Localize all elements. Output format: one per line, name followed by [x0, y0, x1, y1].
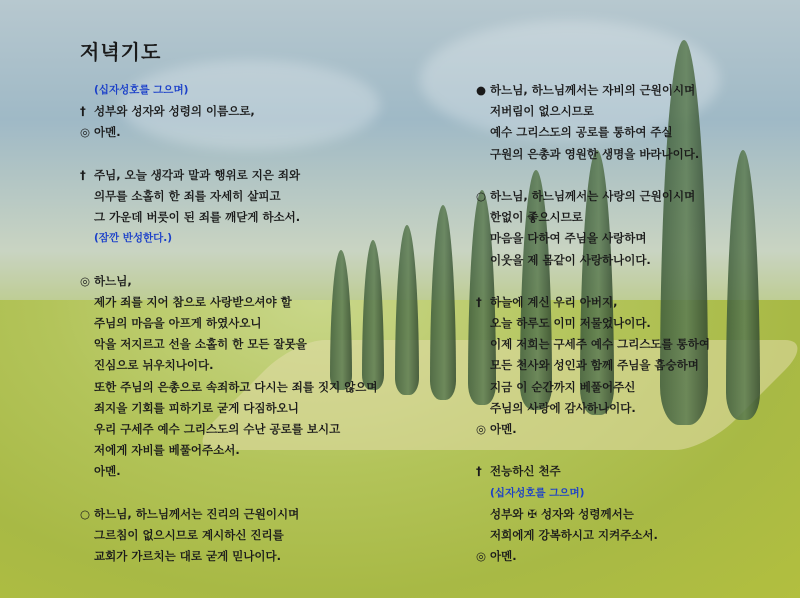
- right-column: [476, 80, 776, 567]
- prayer-line: 악을 저지르고 선을 소홀히 한 모든 잘못을: [94, 337, 307, 352]
- prayer-line: 교회가 가르치는 대로 굳게 믿나이다.: [94, 549, 282, 564]
- prayer-line: 오늘 하루도 이미 저물었나이다.: [490, 316, 651, 331]
- prayer-line: 그 가운데 버릇이 된 죄를 깨닫게 하소서.: [94, 210, 301, 225]
- cross-icon: †: [476, 294, 482, 309]
- prayer-line: 성부와 ✠ 성자와 성령께서는: [490, 506, 634, 521]
- prayer-line: 저희에게 강복하시고 지켜주소서.: [490, 527, 658, 542]
- prayer-text: 하느님, 하느님께서는 사랑의 근원이시며: [490, 188, 696, 203]
- prayer-text: 전능하신 천주: [490, 464, 561, 479]
- prayer-line: 저버림이 없으시므로: [490, 104, 594, 119]
- instruction-note: (십자성호를 그으며): [94, 84, 189, 96]
- prayer-line: [80, 122, 460, 143]
- prayer-text: 하느님,: [94, 273, 132, 288]
- prayer-line: 의무를 소홀히 한 죄를 자세히 살피고: [94, 188, 281, 203]
- prayer-line: [80, 504, 460, 525]
- double-circle-icon: ◎: [80, 273, 91, 288]
- page-title: 저녁기도: [80, 40, 162, 64]
- prayer-text: 아멘.: [490, 422, 517, 436]
- prayer-text: 하느님, 하느님께서는 진리의 근원이시며: [94, 506, 300, 521]
- prayer-line: [476, 461, 776, 482]
- prayer-text: 아멘.: [94, 125, 121, 140]
- prayer-line: 아멘.: [94, 464, 121, 479]
- instruction-note: (십자성호를 그으며): [490, 486, 585, 499]
- prayer-text: 성부와 성자와 성령의 이름으로,: [94, 104, 255, 119]
- cross-icon: †: [476, 464, 482, 479]
- prayer-line: 주님의 마음을 아프게 하였사오니: [94, 316, 262, 331]
- instruction-note: (잠깐 반성한다.): [94, 232, 173, 245]
- prayer-line: 또한 주님의 은총으로 속죄하고 다시는 죄를 짓지 않으며: [94, 379, 378, 394]
- prayer-line: 예수 그리스도의 공로를 통하여 주실: [490, 125, 673, 140]
- prayer-line: 지금 이 순간까지 베풀어주신: [490, 379, 636, 394]
- prayer-line: 주님의 사랑에 감사하나이다.: [490, 400, 636, 415]
- prayer-line: 진심으로 뉘우치나이다.: [94, 358, 214, 373]
- prayer-line: 제가 죄를 지어 참으로 사랑받으셔야 할: [94, 294, 292, 309]
- prayer-line: [80, 101, 460, 122]
- prayer-line: 그르침이 없으시므로 계시하신 진리를: [94, 527, 284, 542]
- prayer-text: 하느님, 하느님께서는 자비의 근원이시며: [490, 83, 696, 97]
- prayer-line: 구원의 은총과 영원한 생명을 바라나이다.: [490, 146, 700, 161]
- prayer-line: 우리 구세주 예수 그리스도의 수난 공로를 보시고: [94, 422, 341, 436]
- prayer-line: [476, 186, 776, 207]
- double-circle-icon: ◎: [476, 549, 487, 564]
- circle-icon: ○: [80, 506, 91, 521]
- prayer-text: 주님, 오늘 생각과 말과 행위로 지은 죄와: [94, 167, 301, 182]
- prayer-line: 죄지을 기회를 피하기로 굳게 다짐하오니: [94, 400, 299, 415]
- prayer-line: [80, 271, 460, 292]
- circle-icon: ○: [476, 188, 487, 203]
- prayer-line: [476, 546, 776, 567]
- prayer-line: 한없이 좋으시므로: [490, 210, 583, 225]
- prayer-text: 하늘에 계신 우리 아버지,: [490, 294, 618, 309]
- cross-icon: †: [80, 104, 86, 119]
- left-column: [80, 80, 460, 567]
- double-circle-icon: ◎: [80, 125, 91, 140]
- filled-circle-icon: ●: [476, 83, 487, 97]
- prayer-line: [476, 292, 776, 313]
- prayer-line: 마음을 다하여 주님을 사랑하며: [490, 231, 647, 246]
- prayer-text: 아멘.: [490, 549, 517, 564]
- prayer-line: [476, 80, 776, 101]
- prayer-line: 이웃을 제 몸같이 사랑하나이다.: [490, 252, 651, 267]
- prayer-line: 저에게 자비를 베풀어주소서.: [94, 443, 240, 458]
- prayer-line: 모든 천사와 성인과 함께 주님을 흠숭하며: [490, 358, 699, 373]
- double-circle-icon: ◎: [476, 422, 487, 436]
- cross-icon: †: [80, 167, 86, 182]
- prayer-line: 이제 저희는 구세주 예수 그리스도를 통하여: [490, 337, 710, 352]
- prayer-line: [476, 419, 776, 440]
- prayer-line: [80, 165, 460, 186]
